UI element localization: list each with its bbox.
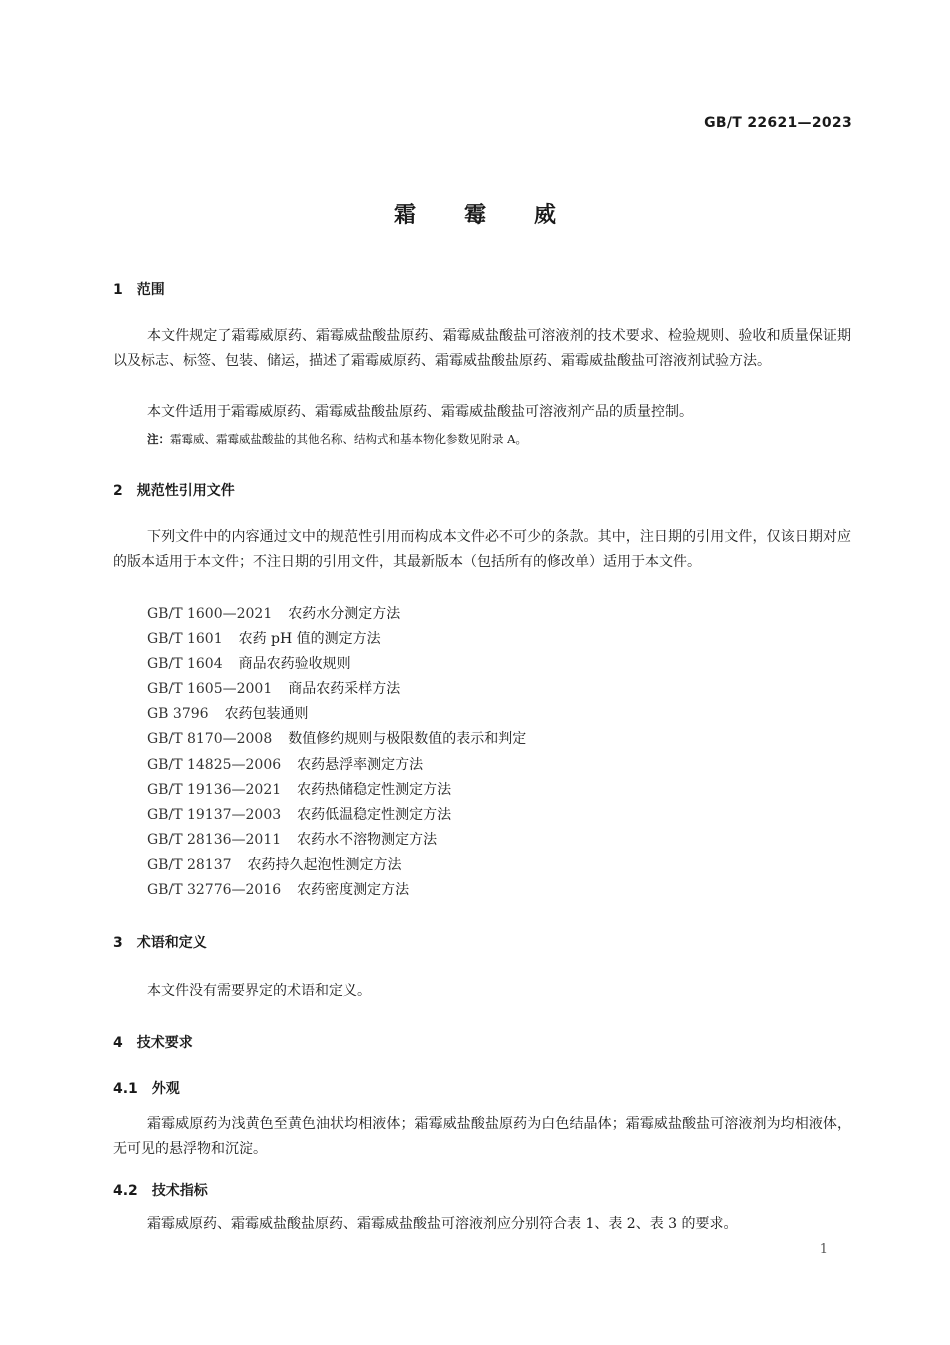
section-number: 4.1 xyxy=(113,1081,138,1097)
section-4-2-heading xyxy=(113,1180,208,1200)
section-title: 范围 xyxy=(136,282,165,298)
reference-title: 农药水分测定方法 xyxy=(288,606,401,622)
reference-title: 农药密度测定方法 xyxy=(297,882,410,899)
reference-item xyxy=(147,677,526,702)
reference-code: GB/T 14825—2006 xyxy=(147,756,282,773)
section-4-2-paragraph-1: 霜霉威原药、霜霉威盐酸盐原药、霜霉威盐酸盐可溶液剂应分别符合表 1、表 2、表 3 的要求。 xyxy=(147,1216,738,1232)
reference-title: 农药热储稳定性测定方法 xyxy=(297,781,452,798)
reference-item xyxy=(147,803,526,828)
reference-code: GB/T 1604 xyxy=(147,656,223,673)
reference-title: 农药持久起泡性测定方法 xyxy=(247,856,402,873)
reference-title: 农药包装通则 xyxy=(224,706,309,723)
reference-code: GB/T 1605—2001 xyxy=(147,681,273,698)
section-number: 3 xyxy=(113,935,123,951)
reference-code: GB/T 1600—2021 xyxy=(147,606,273,622)
section-number: 2 xyxy=(113,483,123,499)
reference-code: GB/T 8170—2008 xyxy=(147,731,273,748)
reference-code: GB 3796 xyxy=(147,706,209,723)
section-4-1-heading xyxy=(113,1078,180,1098)
reference-item xyxy=(147,702,526,727)
section-2-heading xyxy=(113,480,235,500)
reference-title: 数值修约规则与极限数值的表示和判定 xyxy=(288,731,527,748)
section-1-paragraph-1: 本文件规定了霜霉威原药、霜霉威盐酸盐原药、霜霉威盐酸盐可溶液剂的技术要求、检验规则、验收和质量保证期以及标志、标签、包装、储运，描述了霜霉威原药、霜霉威盐酸盐原药、霜霉威盐酸盐可溶液剂试验方法。 xyxy=(113,328,851,369)
section-4-heading xyxy=(113,1032,193,1052)
reference-item xyxy=(147,878,526,903)
reference-item xyxy=(147,727,526,752)
reference-title: 商品农药验收规则 xyxy=(238,656,351,673)
section-1-note xyxy=(147,430,527,448)
section-3-paragraph-1: 本文件没有需要界定的术语和定义。 xyxy=(147,983,371,999)
standard-code: GB/T 22621—2023 xyxy=(704,115,852,131)
note-text: 霜霉威、霜霉威盐酸盐的其他名称、结构式和基本物化参数见附录 A。 xyxy=(170,432,527,446)
section-title: 术语和定义 xyxy=(136,935,207,951)
note-label: 注： xyxy=(147,432,170,446)
section-title: 外观 xyxy=(151,1081,180,1097)
section-2-paragraph-1: 下列文件中的内容通过文中的规范性引用而构成本文件必不可少的条款。其中，注日期的引用文件，仅该日期对应的版本适用于本文件；不注日期的引用文件，其最新版本（包括所有的修改单）适用于本文件。 xyxy=(113,529,851,570)
document-title: 霜霉威 xyxy=(393,203,604,228)
section-1-heading xyxy=(113,279,165,299)
reference-item xyxy=(147,753,526,778)
reference-title: 农药 pH 值的测定方法 xyxy=(238,631,381,648)
section-number: 1 xyxy=(113,282,123,298)
reference-item xyxy=(147,828,526,853)
reference-title: 商品农药采样方法 xyxy=(288,681,401,698)
section-number: 4.2 xyxy=(113,1183,138,1199)
section-4-1-paragraph-1: 霜霉威原药为浅黄色至黄色油状均相液体；霜霉威盐酸盐原药为白色结晶体；霜霉威盐酸盐可溶液剂为均相液体，无可见的悬浮物和沉淀。 xyxy=(113,1116,851,1157)
reference-code: GB/T 19137—2003 xyxy=(147,806,282,823)
reference-title: 农药水不溶物测定方法 xyxy=(297,831,438,848)
normative-references-list xyxy=(147,602,526,903)
reference-item xyxy=(147,853,526,878)
reference-title: 农药悬浮率测定方法 xyxy=(297,756,424,773)
reference-code: GB/T 32776—2016 xyxy=(147,882,282,899)
section-1-paragraph-2: 本文件适用于霜霉威原药、霜霉威盐酸盐原药、霜霉威盐酸盐可溶液剂产品的质量控制。 xyxy=(147,404,693,420)
reference-code: GB/T 1601 xyxy=(147,631,223,648)
section-title: 技术指标 xyxy=(151,1183,208,1199)
reference-item xyxy=(147,602,526,627)
reference-code: GB/T 28137 xyxy=(147,856,232,873)
page-number: 1 xyxy=(819,1242,828,1257)
section-3-heading xyxy=(113,932,207,952)
reference-item xyxy=(147,778,526,803)
section-number: 4 xyxy=(113,1035,123,1051)
reference-code: GB/T 28136—2011 xyxy=(147,831,282,848)
reference-code: GB/T 19136—2021 xyxy=(147,781,282,798)
reference-item xyxy=(147,627,526,652)
reference-item xyxy=(147,652,526,677)
reference-title: 农药低温稳定性测定方法 xyxy=(297,806,452,823)
section-title: 规范性引用文件 xyxy=(136,483,235,499)
section-title: 技术要求 xyxy=(136,1035,193,1051)
